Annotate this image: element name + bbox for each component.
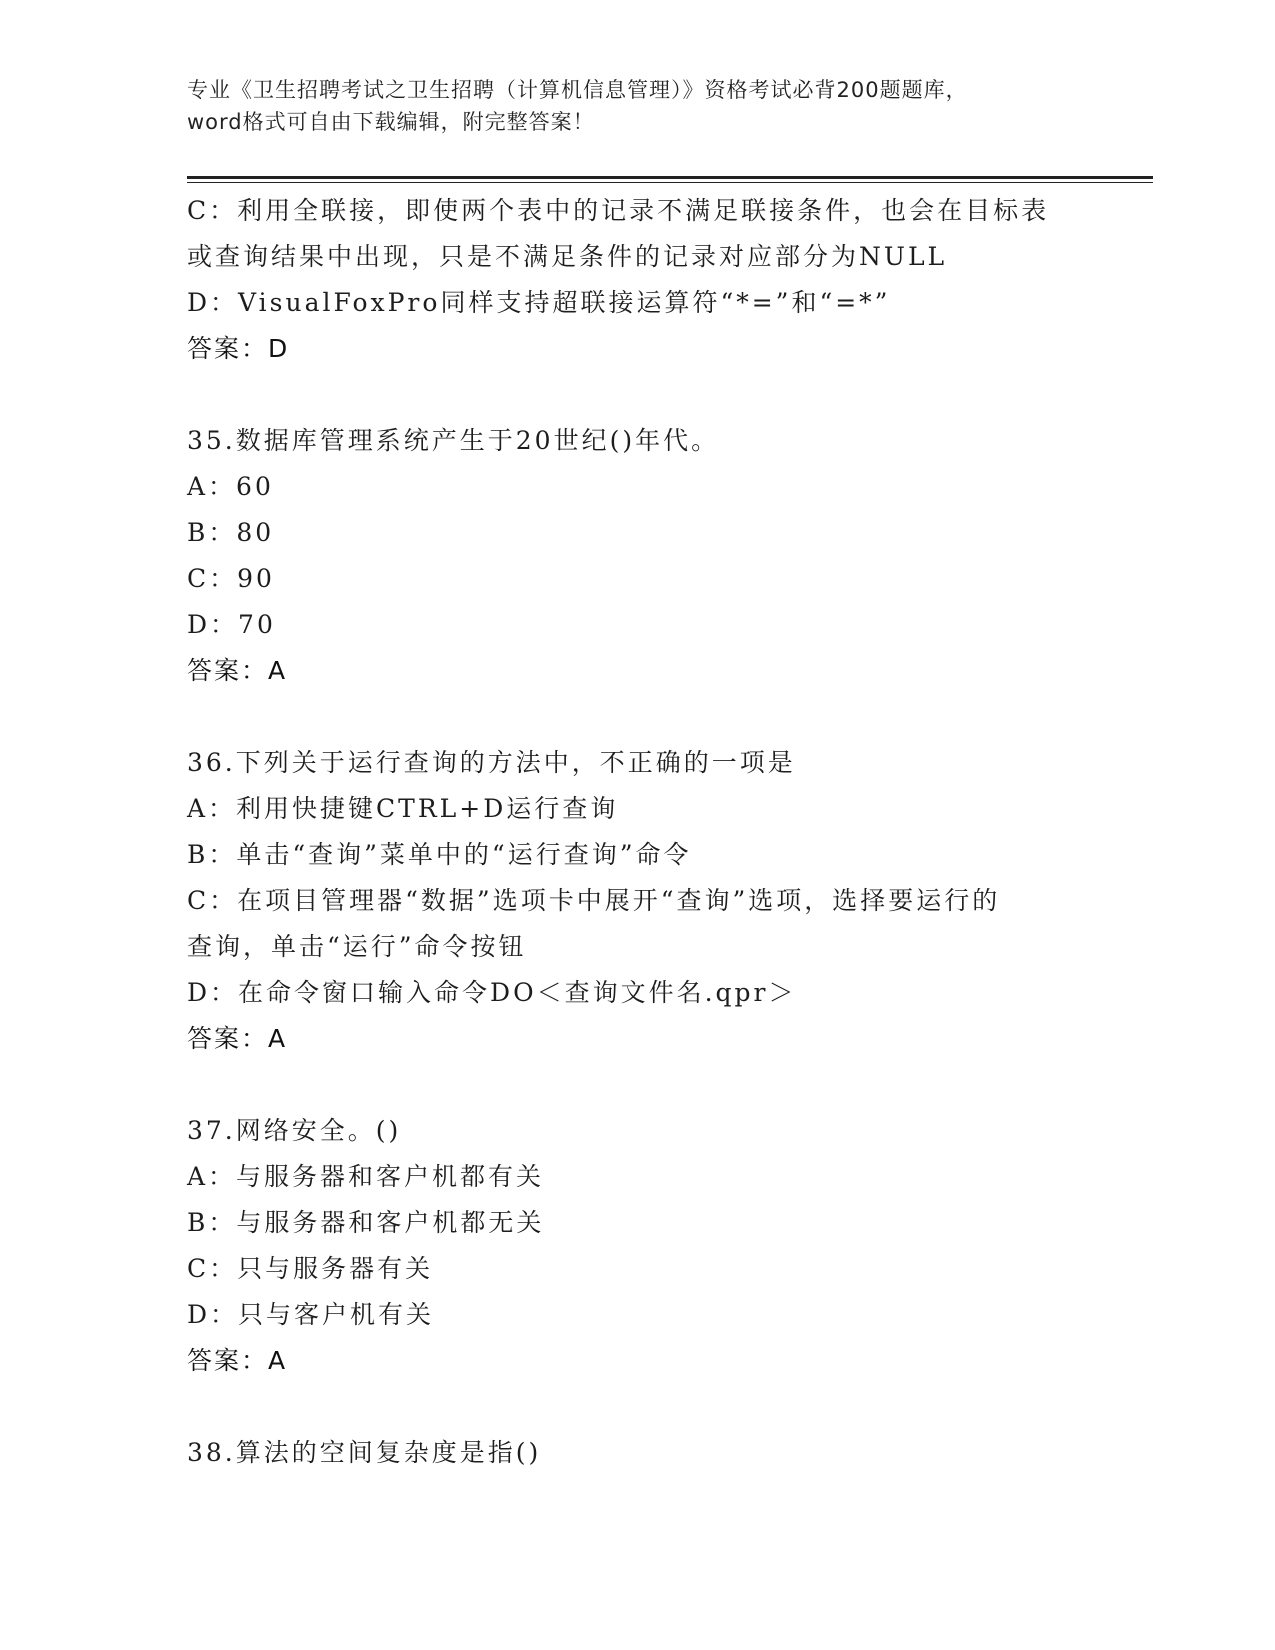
question-35 (187, 418, 1087, 694)
spacer (187, 1384, 1087, 1430)
answer: 答案：D (187, 334, 290, 363)
option-b: B：单击“查询”菜单中的“运行查询”命令 (187, 840, 692, 869)
question-list (187, 188, 1087, 1476)
option-b: B：与服务器和客户机都无关 (187, 1208, 545, 1237)
option-a: A：利用快捷键CTRL+D运行查询 (187, 794, 619, 823)
spacer (187, 1062, 1087, 1108)
spacer (187, 694, 1087, 740)
question-34-tail (187, 188, 1087, 372)
answer: 答案：A (187, 1024, 288, 1053)
question-38 (187, 1430, 1087, 1476)
header-title-line1: 专业《卫生招聘考试之卫生招聘（计算机信息管理）》资格考试必背200题题库， (187, 78, 968, 102)
document-header (187, 74, 1087, 138)
question-text: 36.下列关于运行查询的方法中，不正确的一项是 (187, 748, 796, 777)
question-text: 38.算法的空间复杂度是指() (187, 1438, 542, 1467)
question-37 (187, 1108, 1087, 1384)
option-d: D：70 (187, 610, 276, 639)
spacer (187, 372, 1087, 418)
option-c: C：只与服务器有关 (187, 1254, 434, 1283)
option-b: B：80 (187, 518, 275, 547)
option-c-line1: C：利用全联接，即使两个表中的记录不满足联接条件，也会在目标表 (187, 196, 1050, 225)
option-c: C：90 (187, 564, 275, 593)
header-divider-thick (187, 176, 1153, 179)
option-d: D：VisualFoxPro同样支持超联接运算符“*=”和“=*” (187, 288, 891, 317)
option-c-line1: C：在项目管理器“数据”选项卡中展开“查询”选项，选择要运行的 (187, 886, 1001, 915)
option-c-line2: 查询，单击“运行”命令按钮 (187, 932, 527, 961)
option-d: D：只与客户机有关 (187, 1300, 435, 1329)
question-text: 37.网络安全。() (187, 1116, 402, 1145)
question-text: 35.数据库管理系统产生于20世纪()年代。 (187, 426, 720, 455)
option-a: A：60 (187, 472, 274, 501)
option-d: D：在命令窗口输入命令DO＜查询文件名.qpr＞ (187, 978, 797, 1007)
answer: 答案：A (187, 1346, 288, 1375)
option-c-line2: 或查询结果中出现，只是不满足条件的记录对应部分为NULL (187, 242, 948, 271)
answer: 答案：A (187, 656, 288, 685)
header-title-line2: word格式可自由下载编辑，附完整答案！ (187, 110, 595, 134)
header-divider-thin (187, 182, 1153, 183)
question-36 (187, 740, 1087, 1062)
option-a: A：与服务器和客户机都有关 (187, 1162, 545, 1191)
